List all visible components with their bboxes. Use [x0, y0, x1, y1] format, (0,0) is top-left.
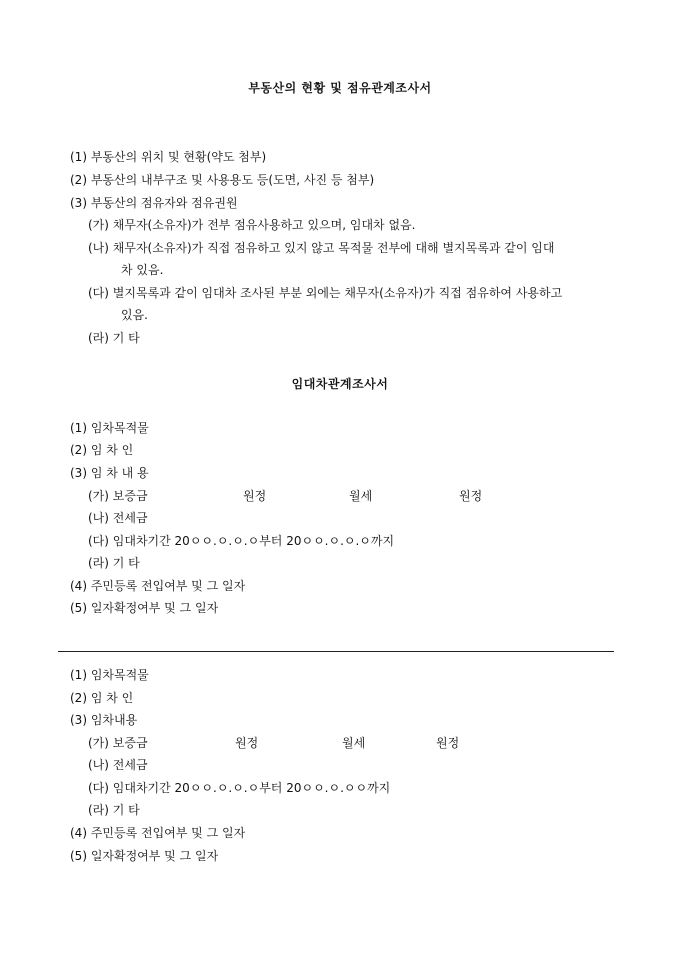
s2-subitem-ga: (가) 보증금 — [88, 489, 148, 503]
s1-item-3: (3) 부동산의 점유자와 점유권원 — [70, 196, 238, 210]
s3-monthly-rent-label: 월세 — [342, 736, 366, 750]
s1-subitem-ga: (가) 채무자(소유자)가 전부 점유사용하고 있으며, 임대차 없음. — [88, 218, 416, 232]
s3-deposit-won: 원정 — [235, 736, 259, 750]
s2-subitem-na: (나) 전세금 — [88, 511, 148, 525]
s1-item-1: (1) 부동산의 위치 및 현황(약도 첨부) — [70, 150, 267, 164]
s3-monthly-rent-won: 원정 — [436, 736, 460, 750]
s2-item-5: (5) 일자확정여부 및 그 일자 — [70, 601, 219, 615]
s2-item-1: (1) 임차목적물 — [70, 421, 149, 435]
s3-item-3: (3) 임차내용 — [70, 713, 138, 727]
s1-subitem-da-line1: (다) 별지목록과 같이 임대차 조사된 부분 외에는 채무자(소유자)가 직접 점유하여 사용하고 — [88, 286, 563, 300]
s3-item-5: (5) 일자확정여부 및 그 일자 — [70, 849, 219, 863]
s3-item-1: (1) 임차목적물 — [70, 668, 149, 682]
s2-monthly-rent-label: 월세 — [349, 489, 373, 503]
s3-subitem-ra: (라) 기 타 — [88, 803, 140, 817]
s2-item-3: (3) 임 차 내 용 — [70, 466, 149, 480]
s2-deposit-won: 원정 — [243, 489, 267, 503]
s2-subitem-ra: (라) 기 타 — [88, 556, 140, 570]
s2-monthly-rent-won: 원정 — [459, 489, 483, 503]
s1-subitem-na-line2: 차 있음. — [121, 263, 164, 277]
document-title: 부동산의 현황 및 점유관계조사서 — [248, 81, 432, 95]
s2-item-4: (4) 주민등록 전입여부 및 그 일자 — [70, 579, 246, 593]
s1-subitem-na-line1: (나) 채무자(소유자)가 직접 점유하고 있지 않고 목적물 전부에 대해 별지목록과 같이 임대 — [88, 241, 555, 255]
s1-subitem-da-line2: 있음. — [121, 308, 148, 322]
section-title-lease: 임대차관계조사서 — [291, 377, 389, 391]
s3-item-2: (2) 임 차 인 — [70, 691, 134, 705]
s3-subitem-ga: (가) 보증금 — [88, 736, 148, 750]
s1-subitem-ra: (라) 기 타 — [88, 331, 140, 345]
s1-item-2: (2) 부동산의 내부구조 및 사용용도 등(도면, 사진 등 첨부) — [70, 173, 375, 187]
s3-item-4: (4) 주민등록 전입여부 및 그 일자 — [70, 826, 246, 840]
s3-subitem-da: (다) 임대차기간 20ㅇㅇ.ㅇ.ㅇ.ㅇ부터 20ㅇㅇ.ㅇ.ㅇㅇ까지 — [88, 781, 391, 795]
s2-subitem-da: (다) 임대차기간 20ㅇㅇ.ㅇ.ㅇ.ㅇ부터 20ㅇㅇ.ㅇ.ㅇ.ㅇ까지 — [88, 534, 395, 548]
s3-subitem-na: (나) 전세금 — [88, 758, 148, 772]
section-divider — [58, 651, 614, 652]
s2-item-2: (2) 임 차 인 — [70, 443, 134, 457]
